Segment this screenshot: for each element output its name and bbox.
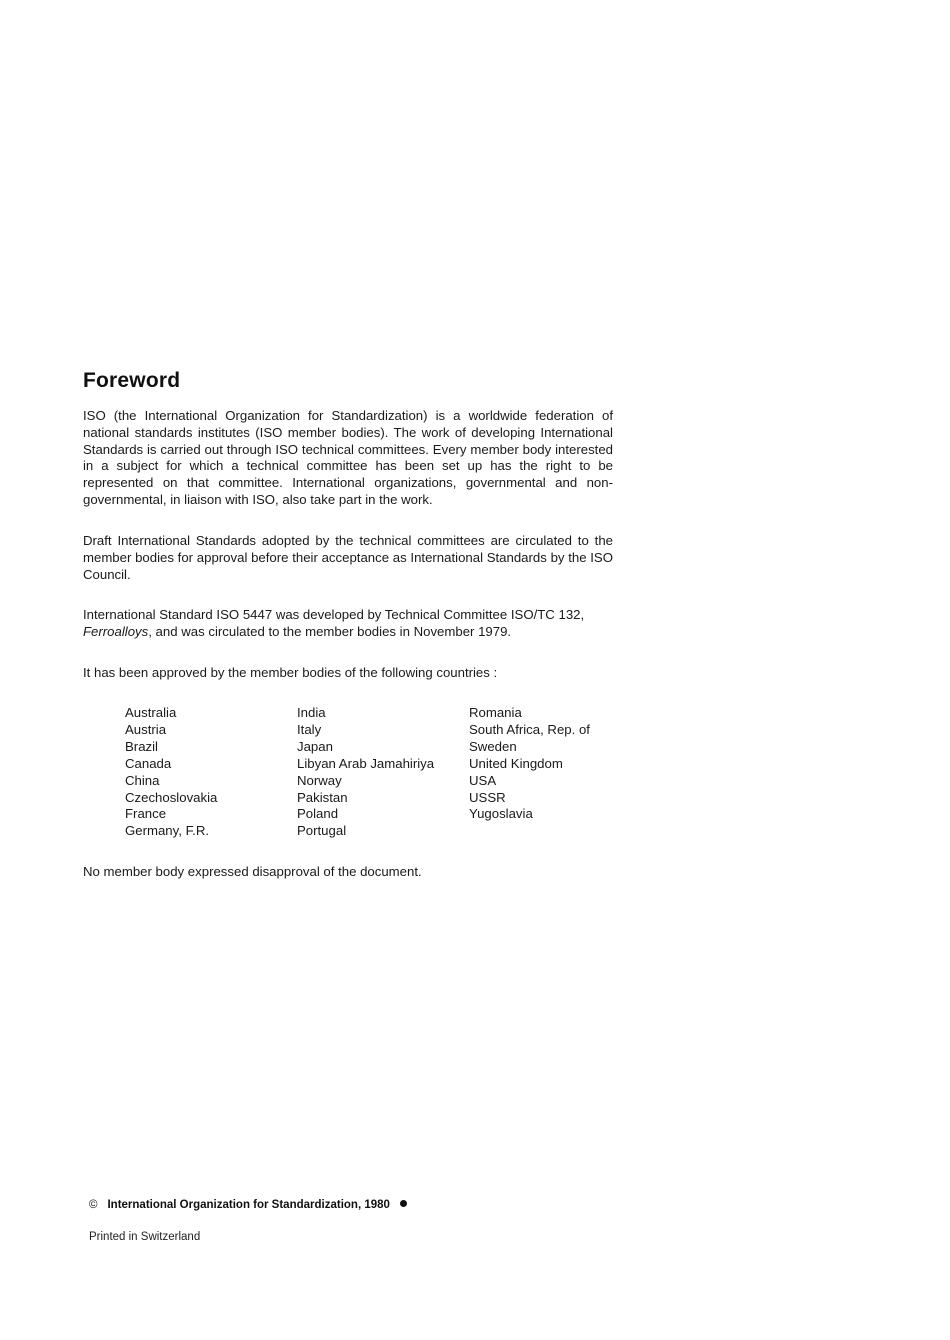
countries-column-2 (297, 705, 434, 840)
country-item: Poland (297, 806, 339, 822)
country-item: Germany, F.R. (125, 823, 210, 839)
country-item: Brazil (125, 738, 158, 754)
copyright-text: International Organization for Standardization, 1980 (107, 1199, 390, 1211)
country-item: Sweden (469, 738, 517, 754)
countries-column-3 (469, 705, 590, 823)
country-item: Portugal (297, 823, 347, 839)
country-item: France (125, 806, 167, 822)
foreword-paragraph-draft-standards: Draft International Standards adopted by the technical committees are circulated to the member bodies for approval before their acceptance as International Standards by the ISO Council. (83, 533, 613, 582)
foreword-paragraph-approval: It has been approved by the member bodies of the following countries : (83, 665, 498, 680)
printed-location: Printed in Switzerland (89, 1231, 201, 1243)
country-item: Japan (297, 738, 333, 754)
country-item: Pakistan (297, 789, 348, 805)
country-item: USSR (469, 789, 506, 805)
country-item: Italy (297, 721, 322, 737)
country-item: Australia (125, 705, 177, 720)
standard-origin-line-rest: , and was circulated to the member bodies in November 1979. (148, 623, 512, 639)
standard-origin-line: International Standard ISO 5447 was developed by Technical Committee ISO/TC 132, (83, 607, 585, 622)
country-item: Romania (469, 705, 522, 720)
country-item: USA (469, 772, 497, 788)
committee-title: Ferroalloys (83, 623, 149, 639)
country-item: Norway (297, 772, 342, 788)
country-item: Canada (125, 755, 172, 771)
country-item: Czechoslovakia (125, 789, 218, 805)
copyright-line (89, 1199, 407, 1211)
foreword-paragraph-standard-origin (83, 607, 613, 641)
country-item: Yugoslavia (469, 806, 533, 822)
copyright-icon: © (89, 1199, 98, 1211)
foreword-paragraph-iso-description: ISO (the International Organization for Standardization) is a worldwide federation of national standards institutes (ISO member bodies). The work of developing International Standards is carried out through ISO technical committees. Every member body interested in a subject for which a technical committee has been set up has the right to be represented on that committee. International organizations, governmental and non-governmental, in liaison with ISO, also take part in the work. (83, 408, 613, 507)
country-item: United Kingdom (469, 755, 563, 771)
country-item: Austria (125, 721, 167, 737)
bullet-icon (400, 1200, 407, 1207)
foreword-heading: Foreword (83, 369, 181, 392)
country-item: India (297, 705, 326, 720)
country-item: China (125, 772, 160, 788)
foreword-paragraph-disapproval: No member body expressed disapproval of the document. (83, 864, 422, 879)
country-item: South Africa, Rep. of (469, 721, 590, 737)
countries-column-1 (125, 705, 217, 840)
country-item: Libyan Arab Jamahiriya (297, 755, 435, 771)
